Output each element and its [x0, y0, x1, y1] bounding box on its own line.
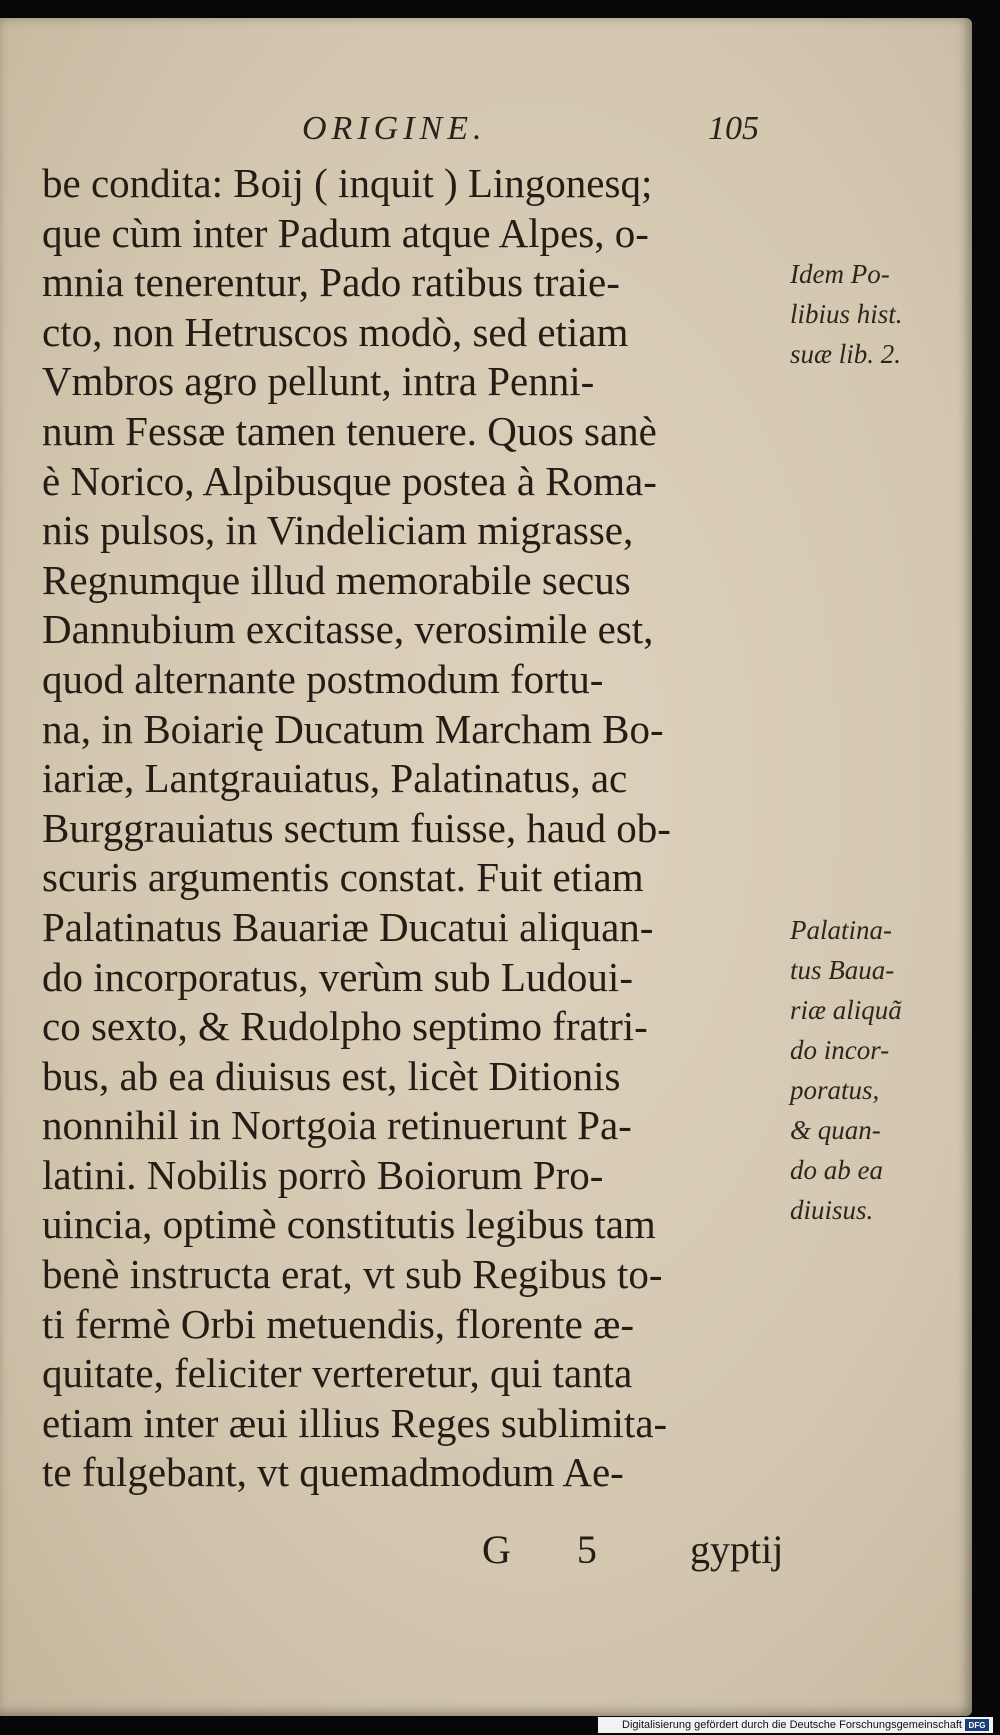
text-line: que cùm inter Padum atque Alpes, o-: [42, 209, 649, 256]
digitization-credit: [598, 1717, 993, 1733]
margin-note-line: tus Baua-: [790, 955, 895, 985]
credit-text: Digitalisierung gefördert durch die Deutsche Forschungsgemeinschaft: [622, 1719, 962, 1731]
text-line: do incorporatus, verùm sub Ludoui-: [42, 953, 633, 1000]
signature-mark: G 5: [482, 1527, 625, 1572]
body-text: [42, 159, 802, 1498]
margin-note-line: poratus,: [790, 1075, 880, 1105]
text-line: Vmbros agro pellunt, intra Penni-: [42, 358, 595, 405]
text-line: uincia, optimè constitutis legibus tam: [42, 1201, 656, 1248]
margin-note-source: [790, 254, 940, 374]
text-line: ti fermè Orbi metuendis, florente æ-: [42, 1300, 635, 1347]
text-line: Dannubium excitasse, verosimile est,: [42, 606, 654, 653]
text-line: iariæ, Lantgrauiatus, Palatinatus, ac: [42, 755, 628, 802]
margin-note-line: Palatina-: [790, 915, 892, 945]
margin-note-line: do ab ea: [790, 1155, 883, 1185]
running-head: ORIGINE.: [302, 110, 487, 147]
page-number: 105: [708, 110, 759, 147]
text-line: te fulgebant, vt quemadmodum Ae-: [42, 1449, 624, 1496]
dfg-logo-icon: DFG: [965, 1719, 989, 1731]
margin-note-line: riæ aliquã: [790, 995, 902, 1025]
text-line: è Norico, Alpibusque postea à Roma-: [42, 457, 657, 504]
text-line: be condita: Boij ( inquit ) Lingonesq;: [42, 160, 653, 206]
text-line: Regnumque illud memorabile secus: [42, 556, 631, 603]
text-line: Burggrauiatus sectum fuisse, haud ob-: [42, 804, 671, 851]
text-line: scuris argumentis constat. Fuit etiam: [42, 854, 644, 901]
margin-note-palatinatus: [790, 910, 940, 1230]
text-line: Palatinatus Bauariæ Ducatui aliquan-: [42, 903, 654, 950]
margin-note-line: diuisus.: [790, 1195, 874, 1225]
margin-note-line: suæ lib. 2.: [790, 339, 902, 369]
margin-note-line: libius hist.: [790, 299, 903, 329]
margin-note-line: do incor-: [790, 1035, 890, 1065]
text-line: nonnihil in Nortgoia retinuerunt Pa-: [42, 1102, 632, 1149]
text-line: etiam inter æui illius Reges sublimita-: [42, 1399, 668, 1446]
text-line: na, in Boiarię Ducatum Marcham Bo-: [42, 705, 664, 752]
text-line: benè instructa erat, vt sub Regibus to-: [42, 1251, 663, 1298]
text-line: quitate, feliciter verteretur, qui tanta: [42, 1350, 633, 1397]
text-line: bus, ab ea diuisus est, licèt Ditionis: [42, 1052, 621, 1099]
margin-note-line: Idem Po-: [790, 259, 890, 289]
text-line: mnia tenerentur, Pado ratibus traie-: [42, 259, 620, 306]
margin-note-line: & quan-: [790, 1115, 881, 1145]
book-page: [0, 18, 972, 1716]
text-line: quod alternante postmodum fortu-: [42, 655, 604, 702]
catchword: gyptij: [690, 1527, 784, 1572]
page-header: [0, 110, 800, 150]
text-line: latini. Nobilis porrò Boiorum Pro-: [42, 1151, 604, 1198]
text-line: co sexto, & Rudolpho septimo fratri-: [42, 1003, 648, 1050]
text-line: num Fessæ tamen tenuere. Quos sanè: [42, 407, 657, 454]
text-line: nis pulsos, in Vindeliciam migrasse,: [42, 507, 634, 554]
text-line: cto, non Hetruscos modò, sed etiam: [42, 308, 629, 355]
